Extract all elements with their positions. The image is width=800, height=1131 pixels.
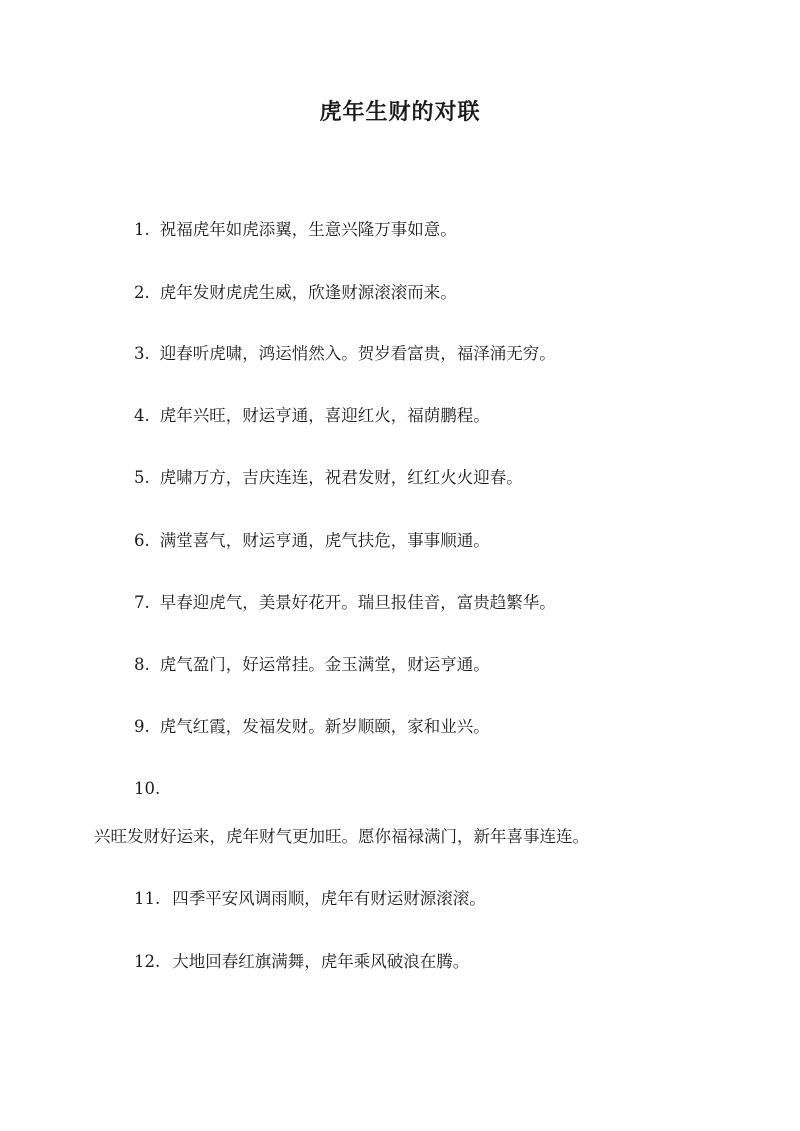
couplet-item: [134, 342, 556, 366]
item-text: 大地回春红旗满舞，虎年乘风破浪在腾。: [172, 952, 470, 971]
item-number: 1.: [134, 220, 150, 239]
couplet-item: [134, 466, 523, 490]
couplet-item: [134, 529, 490, 553]
couplet-item: [134, 591, 556, 615]
couplet-item-number-only: [134, 777, 170, 801]
item-number: 2.: [134, 283, 150, 302]
item-text: 早春迎虎气，美景好花开。瑞旦报佳音，富贵趋繁华。: [159, 593, 556, 612]
couplet-item: [134, 653, 490, 677]
couplet-item: [134, 404, 490, 428]
item-number: 12.: [134, 952, 161, 971]
couplet-item: [134, 715, 490, 739]
item-text: 四季平安风调雨顺，虎年有财运财源滚滚。: [172, 889, 486, 908]
item-number: 5.: [134, 468, 150, 487]
item-number: 4.: [134, 406, 150, 425]
item-number: 3.: [134, 344, 150, 363]
item-number: 8.: [134, 655, 150, 674]
item-number: 11.: [134, 889, 161, 908]
item-number: 9.: [134, 717, 150, 736]
item-text: 祝福虎年如虎添翼，生意兴隆万事如意。: [159, 220, 457, 239]
item-text: 虎年发财虎虎生威，欣逢财源滚滚而来。: [159, 283, 457, 302]
item-text: 虎啸万方，吉庆连连，祝君发财，红红火火迎春。: [159, 468, 523, 487]
item-number: 10.: [134, 779, 161, 798]
couplet-item: [134, 887, 486, 911]
item-text: 迎春听虎啸，鸿运悄然入。贺岁看富贵，福泽涌无穷。: [159, 344, 556, 363]
couplet-item: [134, 281, 457, 305]
item-text: 虎年兴旺，财运亨通，喜迎红火，福荫鹏程。: [159, 406, 490, 425]
document-title: 虎年生财的对联: [319, 99, 481, 125]
couplet-item: [134, 950, 469, 974]
item-text: 虎气红霞，发福发财。新岁顺颐，家和业兴。: [159, 717, 490, 736]
item-text: 虎气盈门，好运常挂。金玉满堂，财运亨通。: [159, 655, 490, 674]
item-text: 满堂喜气，财运亨通，虎气扶危，事事顺通。: [159, 531, 490, 550]
couplet-item: [134, 218, 457, 242]
item-number: 6.: [134, 531, 150, 550]
item-number: 7.: [134, 593, 150, 612]
couplet-item-continued-text: 兴旺发财好运来，虎年财气更加旺。愿你福禄满门，新年喜事连连。: [94, 827, 589, 846]
